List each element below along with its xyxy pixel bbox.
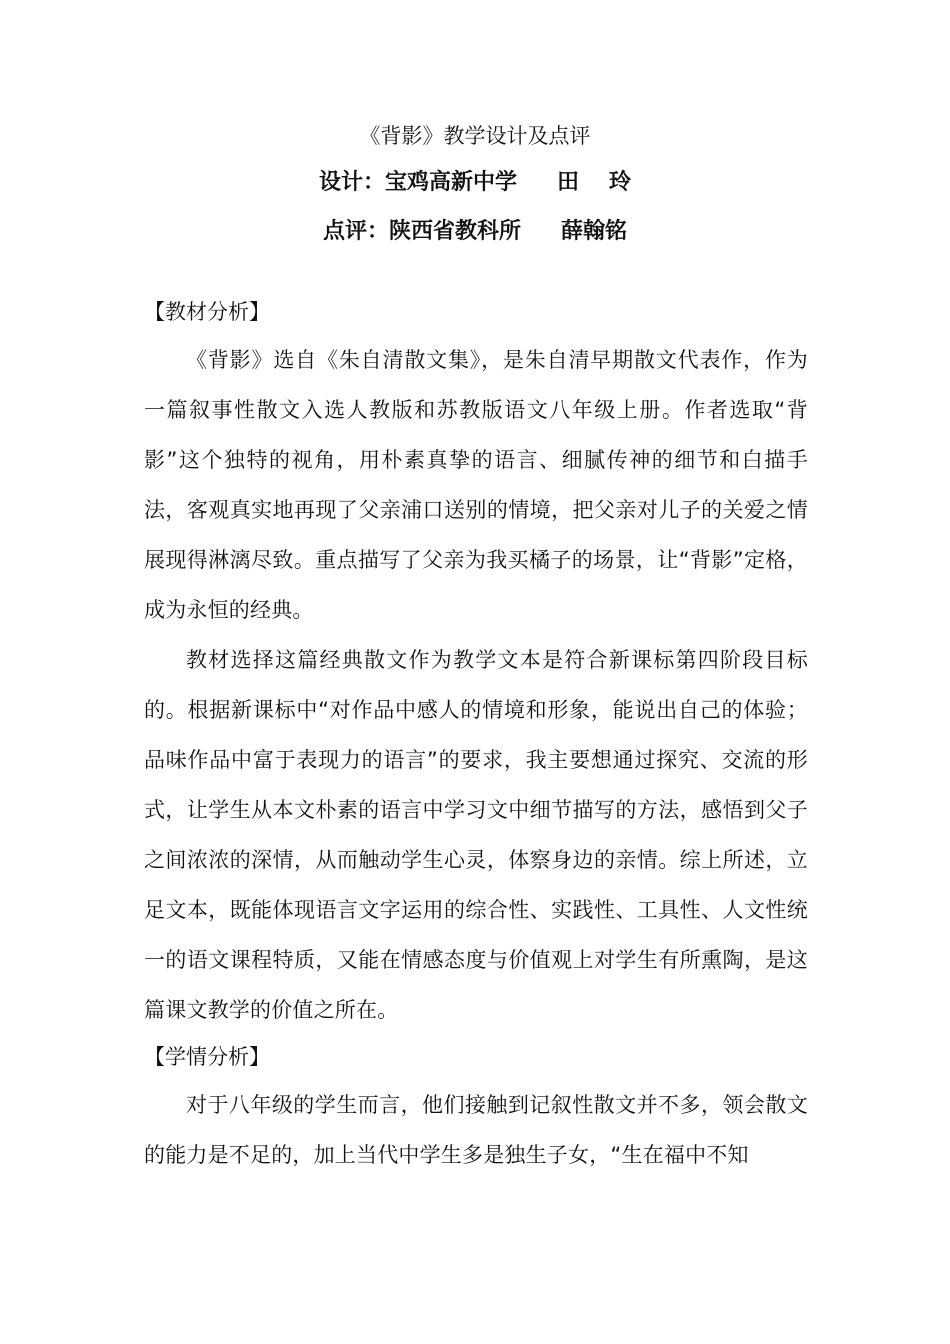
section-heading-student-analysis: 【学情分析】 xyxy=(144,1045,270,1069)
paragraph: 对于八年级的学生而言，他们接触到记叙性散文并不多，领会散文的能力是不足的，加上当代中学生多是独生子女，“生在福中不知 xyxy=(144,1093,808,1167)
design-credit xyxy=(0,169,950,197)
paragraph: 教材选择这篇经典散文作为教学文本是符合新课标第四阶段目标的。根据新课标中“对作品中感人的情境和形象，能说出自己的体验；品味作品中富于表现力的语言”的要求，我主要想通过探究、交流的形式，让学生从本文朴素的语言中学习文中细节描写的方法，感悟到父子之间浓浓的深情，从而触动学生心灵，体察身边的亲情。综上所述，立足文本，既能体现语言文字运用的综合性、实践性、工具性、人文性统一的语文课程特质，又能在情感态度与价值观上对学生有所熏陶，是这篇课文教学的价值之所在。 xyxy=(144,648,808,1022)
review-credit-label: 点评：陕西省教科所 xyxy=(322,219,521,244)
designer-name-second: 玲 xyxy=(609,170,632,195)
section-heading-textbook-analysis: 【教材分析】 xyxy=(144,300,270,324)
designer-name-first: 田 xyxy=(556,170,579,195)
document-body xyxy=(144,290,808,1180)
reviewer-name: 薛翰铭 xyxy=(561,219,628,244)
review-credit xyxy=(0,218,950,246)
document-title: 《背影》教学设计及点评 xyxy=(359,124,591,148)
design-credit-label: 设计：宝鸡高新中学 xyxy=(318,170,517,195)
paragraph: 《背影》选自《朱自清散文集》，是朱自清早期散文代表作，作为一篇叙事性散文入选人教版和苏教版语文八年级上册。作者选取“背影”这个独特的视角，用朴素真挚的语言、细腻传神的细节和白描手法，客观真实地再现了父亲浦口送别的情境，把父亲对儿子的关爱之情展现得淋漓尽致。重点描写了父亲为我买橘子的场景，让“背影”定格，成为永恒的经典。 xyxy=(144,348,808,622)
